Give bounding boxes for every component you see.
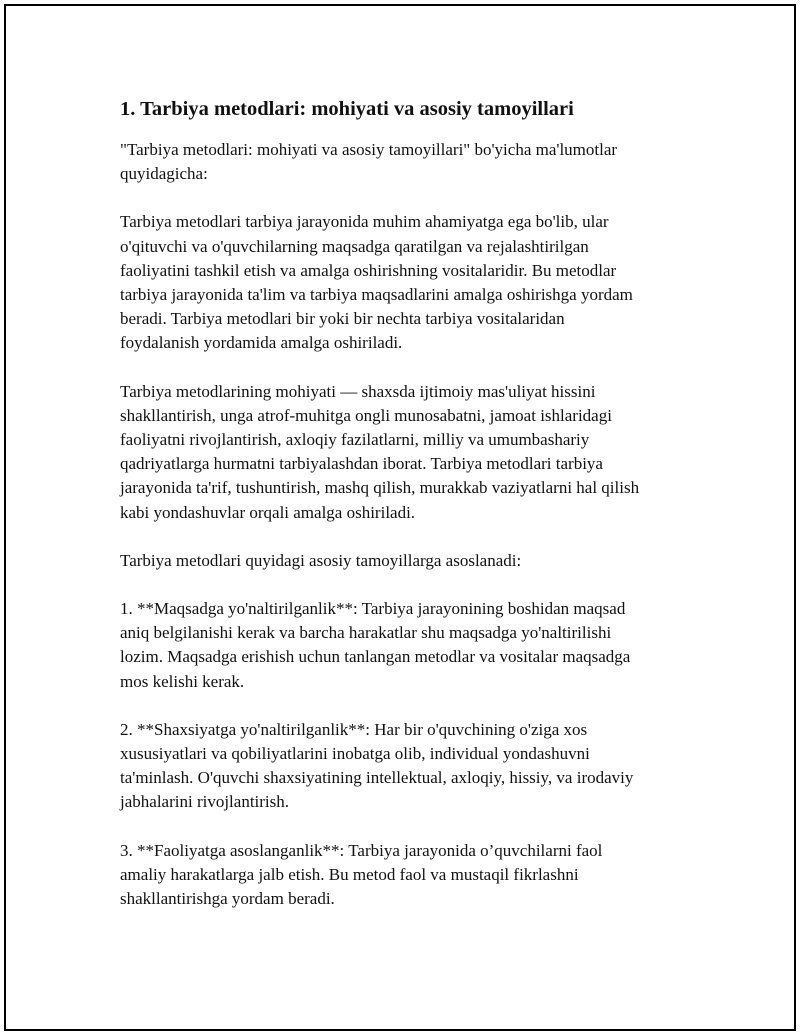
definition-paragraph: Tarbiya metodlari tarbiya jarayonida muhim ahamiyatga ega bo'lib, ular o'qituvchi va o'quvchilarning maqsadga qaratilgan va rejalashtirilgan faoliyatini tashkil etish va amalga oshirishning vositalaridir. Bu metodlar tarbiya jarayonida ta'lim va tarbiya maqsadlarini amalga oshirishga yordam beradi. Tarbiya metodlari bir yoki bir nechta tarbiya vositalaridan foydalanish yordamida amalga oshiriladi. bbox=[120, 212, 633, 353]
intro-paragraph: "Tarbiya metodlari: mohiyati va asosiy tamoyillari" bo'yicha ma'lumotlar quyidagicha: bbox=[120, 140, 618, 184]
principle-item-2: 2. **Shaxsiyatga yo'naltirilganlik**: Har bir o'quvchining o'ziga xos xususiyatlari va qobiliyatlarini inobatga olib, individual yondashuvni ta'minlash. O'quvchi shaxsiyatining intellektual, axloqiy, hissiy, va irodaviy jabhalarini rivojlantirish. bbox=[120, 719, 634, 812]
principles-intro-paragraph: Tarbiya metodlari quyidagi asosiy tamoyillarga asoslanadi: bbox=[120, 550, 522, 570]
principle-item-1: 1. **Maqsadga yo'naltirilganlik**: Tarbiya jarayonining boshidan maqsad aniq belgilanishi kerak va barcha harakatlar shu maqsadga yo'naltirilishi lozim. Maqsadga erishish uchun tanlangan metodlar va vositalar maqsadga mos kelishi kerak. bbox=[120, 599, 631, 691]
essence-paragraph: Tarbiya metodlarining mohiyati — shaxsda ijtimoiy mas'uliyat hissini shakllantirish, unga atrof-muhitga ongli munosabatni, jamoat ishlaridagi faoliyatni rivojlantirish, axloqiy fazilatlarni, milliy va umumbashariy qadriyatlarga hurmatni tarbiyalashdan iborat. Tarbiya metodlari tarbiya jarayonida ta'rif, tushuntirish, mashq qilish, murakkab vaziyatlarni hal qilish kabi yondashuvlar orqali amalga oshiriladi. bbox=[120, 381, 640, 522]
page-frame bbox=[4, 4, 796, 1031]
principle-item-3: 3. **Faoliyatga asoslanganlik**: Tarbiya jarayonida o’quvchilarni faol amaliy harakatlarga jalb etish. Bu metod faol va mustaqil fikrlashni shakllantirishga yordam beradi. bbox=[120, 840, 603, 909]
document-title: 1. Tarbiya metodlari: mohiyati va asosiy tamoyillari bbox=[120, 98, 574, 120]
document-body bbox=[120, 94, 700, 935]
